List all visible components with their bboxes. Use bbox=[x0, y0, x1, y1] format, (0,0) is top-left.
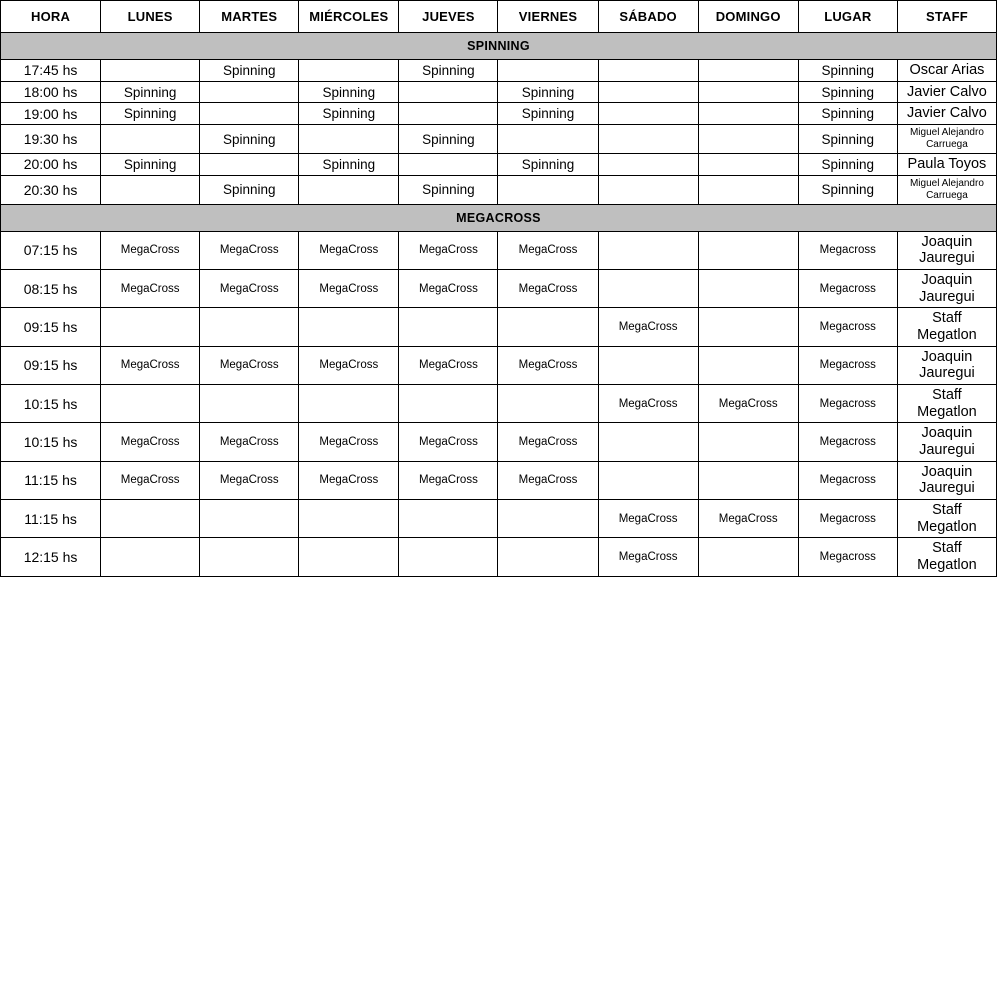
cell-staff: Joaquin Jauregui bbox=[897, 231, 996, 269]
cell-martes: Spinning bbox=[200, 60, 299, 82]
cell-jueves: Spinning bbox=[399, 125, 498, 154]
table-row bbox=[1, 500, 997, 538]
cell-lunes: Spinning bbox=[101, 81, 200, 103]
cell-lunes bbox=[101, 175, 200, 204]
cell-viernes bbox=[498, 175, 598, 204]
cell-jueves: MegaCross bbox=[399, 231, 498, 269]
table-row bbox=[1, 385, 997, 423]
cell-lunes: MegaCross bbox=[101, 423, 200, 461]
table-row bbox=[1, 125, 997, 154]
cell-martes bbox=[200, 500, 299, 538]
cell-viernes bbox=[498, 60, 598, 82]
cell-jueves: Spinning bbox=[399, 60, 498, 82]
cell-miercoles bbox=[299, 538, 399, 576]
cell-viernes bbox=[498, 125, 598, 154]
cell-jueves bbox=[399, 538, 498, 576]
cell-staff: Oscar Arias bbox=[897, 60, 996, 82]
cell-martes: MegaCross bbox=[200, 231, 299, 269]
cell-viernes: MegaCross bbox=[498, 270, 598, 308]
table-row bbox=[1, 461, 997, 499]
cell-staff: Staff Megatlon bbox=[897, 308, 996, 346]
cell-hora: 20:00 hs bbox=[1, 154, 101, 176]
cell-hora: 17:45 hs bbox=[1, 60, 101, 82]
cell-sabado bbox=[598, 60, 698, 82]
cell-jueves bbox=[399, 81, 498, 103]
cell-lunes: MegaCross bbox=[101, 461, 200, 499]
cell-martes bbox=[200, 385, 299, 423]
cell-lunes: Spinning bbox=[101, 154, 200, 176]
cell-lugar: Spinning bbox=[798, 81, 897, 103]
cell-martes: MegaCross bbox=[200, 270, 299, 308]
cell-martes bbox=[200, 308, 299, 346]
column-header-hora: HORA bbox=[1, 1, 101, 33]
cell-staff: Joaquin Jauregui bbox=[897, 423, 996, 461]
table-row bbox=[1, 270, 997, 308]
cell-lugar: Megacross bbox=[798, 461, 897, 499]
section-title: MEGACROSS bbox=[1, 204, 997, 231]
cell-lunes bbox=[101, 385, 200, 423]
cell-miercoles bbox=[299, 125, 399, 154]
column-header-jueves: JUEVES bbox=[399, 1, 498, 33]
cell-viernes: Spinning bbox=[498, 103, 598, 125]
cell-viernes: MegaCross bbox=[498, 461, 598, 499]
cell-lunes: MegaCross bbox=[101, 346, 200, 384]
cell-viernes: Spinning bbox=[498, 154, 598, 176]
cell-hora: 11:15 hs bbox=[1, 500, 101, 538]
cell-hora: 12:15 hs bbox=[1, 538, 101, 576]
table-row bbox=[1, 423, 997, 461]
cell-jueves bbox=[399, 308, 498, 346]
cell-jueves: MegaCross bbox=[399, 346, 498, 384]
cell-lunes bbox=[101, 500, 200, 538]
cell-sabado bbox=[598, 461, 698, 499]
cell-miercoles: MegaCross bbox=[299, 231, 399, 269]
cell-sabado bbox=[598, 125, 698, 154]
table-row bbox=[1, 60, 997, 82]
column-header-staff: STAFF bbox=[897, 1, 996, 33]
cell-miercoles: MegaCross bbox=[299, 461, 399, 499]
table-row bbox=[1, 538, 997, 576]
cell-lunes: Spinning bbox=[101, 103, 200, 125]
cell-domingo: MegaCross bbox=[698, 500, 798, 538]
cell-hora: 19:00 hs bbox=[1, 103, 101, 125]
cell-miercoles bbox=[299, 308, 399, 346]
cell-domingo bbox=[698, 346, 798, 384]
cell-domingo bbox=[698, 461, 798, 499]
cell-lugar: Megacross bbox=[798, 270, 897, 308]
cell-viernes bbox=[498, 385, 598, 423]
cell-miercoles: MegaCross bbox=[299, 270, 399, 308]
cell-domingo: MegaCross bbox=[698, 385, 798, 423]
cell-hora: 08:15 hs bbox=[1, 270, 101, 308]
table-row bbox=[1, 175, 997, 204]
cell-lunes bbox=[101, 538, 200, 576]
cell-hora: 18:00 hs bbox=[1, 81, 101, 103]
cell-jueves bbox=[399, 385, 498, 423]
table-row bbox=[1, 346, 997, 384]
table-row bbox=[1, 308, 997, 346]
column-header-sabado: SÁBADO bbox=[598, 1, 698, 33]
cell-domingo bbox=[698, 270, 798, 308]
cell-lugar: Megacross bbox=[798, 423, 897, 461]
cell-sabado bbox=[598, 423, 698, 461]
column-header-viernes: VIERNES bbox=[498, 1, 598, 33]
cell-lugar: Spinning bbox=[798, 175, 897, 204]
cell-hora: 20:30 hs bbox=[1, 175, 101, 204]
cell-miercoles bbox=[299, 60, 399, 82]
cell-lugar: Megacross bbox=[798, 538, 897, 576]
cell-lugar: Spinning bbox=[798, 103, 897, 125]
cell-lunes bbox=[101, 60, 200, 82]
cell-lunes bbox=[101, 125, 200, 154]
cell-staff: Staff Megatlon bbox=[897, 538, 996, 576]
cell-hora: 11:15 hs bbox=[1, 461, 101, 499]
cell-viernes: MegaCross bbox=[498, 231, 598, 269]
cell-lugar: Megacross bbox=[798, 308, 897, 346]
cell-martes bbox=[200, 154, 299, 176]
cell-martes: MegaCross bbox=[200, 461, 299, 499]
cell-hora: 10:15 hs bbox=[1, 385, 101, 423]
cell-miercoles: Spinning bbox=[299, 81, 399, 103]
cell-lugar: Spinning bbox=[798, 125, 897, 154]
table-row bbox=[1, 103, 997, 125]
table-row bbox=[1, 81, 997, 103]
cell-domingo bbox=[698, 175, 798, 204]
cell-martes bbox=[200, 538, 299, 576]
cell-miercoles: MegaCross bbox=[299, 423, 399, 461]
cell-staff: Miguel Alejandro Carruega bbox=[897, 125, 996, 154]
cell-jueves: MegaCross bbox=[399, 423, 498, 461]
cell-lugar: Megacross bbox=[798, 346, 897, 384]
column-header-miercoles: MIÉRCOLES bbox=[299, 1, 399, 33]
cell-lunes: MegaCross bbox=[101, 270, 200, 308]
cell-domingo bbox=[698, 125, 798, 154]
section-row bbox=[1, 33, 997, 60]
cell-martes: MegaCross bbox=[200, 346, 299, 384]
cell-viernes: MegaCross bbox=[498, 346, 598, 384]
cell-domingo bbox=[698, 81, 798, 103]
cell-jueves bbox=[399, 103, 498, 125]
cell-martes bbox=[200, 81, 299, 103]
cell-martes: Spinning bbox=[200, 125, 299, 154]
cell-sabado: MegaCross bbox=[598, 308, 698, 346]
cell-miercoles bbox=[299, 385, 399, 423]
cell-jueves bbox=[399, 154, 498, 176]
column-header-domingo: DOMINGO bbox=[698, 1, 798, 33]
cell-domingo bbox=[698, 538, 798, 576]
cell-lugar: Spinning bbox=[798, 60, 897, 82]
cell-jueves bbox=[399, 500, 498, 538]
cell-viernes: MegaCross bbox=[498, 423, 598, 461]
cell-domingo bbox=[698, 103, 798, 125]
cell-lugar: Spinning bbox=[798, 154, 897, 176]
cell-staff: Joaquin Jauregui bbox=[897, 270, 996, 308]
cell-lunes: MegaCross bbox=[101, 231, 200, 269]
cell-martes: MegaCross bbox=[200, 423, 299, 461]
header-row bbox=[1, 1, 997, 33]
cell-lugar: Megacross bbox=[798, 231, 897, 269]
cell-sabado bbox=[598, 103, 698, 125]
section-row bbox=[1, 204, 997, 231]
cell-staff: Joaquin Jauregui bbox=[897, 461, 996, 499]
cell-sabado: MegaCross bbox=[598, 500, 698, 538]
column-header-martes: MARTES bbox=[200, 1, 299, 33]
cell-viernes bbox=[498, 308, 598, 346]
cell-jueves: Spinning bbox=[399, 175, 498, 204]
cell-miercoles bbox=[299, 175, 399, 204]
cell-hora: 07:15 hs bbox=[1, 231, 101, 269]
cell-domingo bbox=[698, 423, 798, 461]
cell-lunes bbox=[101, 308, 200, 346]
table-body bbox=[1, 33, 997, 577]
cell-miercoles: Spinning bbox=[299, 103, 399, 125]
cell-hora: 09:15 hs bbox=[1, 308, 101, 346]
cell-viernes: Spinning bbox=[498, 81, 598, 103]
cell-martes bbox=[200, 103, 299, 125]
cell-martes: Spinning bbox=[200, 175, 299, 204]
cell-sabado bbox=[598, 346, 698, 384]
cell-lugar: Megacross bbox=[798, 500, 897, 538]
column-header-lunes: LUNES bbox=[101, 1, 200, 33]
cell-staff: Staff Megatlon bbox=[897, 500, 996, 538]
cell-hora: 09:15 hs bbox=[1, 346, 101, 384]
cell-miercoles bbox=[299, 500, 399, 538]
cell-staff: Joaquin Jauregui bbox=[897, 346, 996, 384]
cell-staff: Staff Megatlon bbox=[897, 385, 996, 423]
table-row bbox=[1, 154, 997, 176]
cell-sabado bbox=[598, 231, 698, 269]
cell-viernes bbox=[498, 500, 598, 538]
section-title: SPINNING bbox=[1, 33, 997, 60]
cell-domingo bbox=[698, 231, 798, 269]
cell-sabado bbox=[598, 154, 698, 176]
cell-domingo bbox=[698, 154, 798, 176]
table-row bbox=[1, 231, 997, 269]
cell-sabado: MegaCross bbox=[598, 538, 698, 576]
cell-domingo bbox=[698, 60, 798, 82]
cell-sabado: MegaCross bbox=[598, 385, 698, 423]
column-header-lugar: LUGAR bbox=[798, 1, 897, 33]
cell-viernes bbox=[498, 538, 598, 576]
table-header bbox=[1, 1, 997, 33]
cell-lugar: Megacross bbox=[798, 385, 897, 423]
cell-sabado bbox=[598, 270, 698, 308]
cell-hora: 10:15 hs bbox=[1, 423, 101, 461]
cell-staff: Javier Calvo bbox=[897, 103, 996, 125]
cell-sabado bbox=[598, 81, 698, 103]
cell-miercoles: MegaCross bbox=[299, 346, 399, 384]
cell-jueves: MegaCross bbox=[399, 270, 498, 308]
cell-hora: 19:30 hs bbox=[1, 125, 101, 154]
cell-jueves: MegaCross bbox=[399, 461, 498, 499]
cell-staff: Javier Calvo bbox=[897, 81, 996, 103]
cell-sabado bbox=[598, 175, 698, 204]
cell-staff: Miguel Alejandro Carruega bbox=[897, 175, 996, 204]
cell-staff: Paula Toyos bbox=[897, 154, 996, 176]
cell-domingo bbox=[698, 308, 798, 346]
cell-miercoles: Spinning bbox=[299, 154, 399, 176]
